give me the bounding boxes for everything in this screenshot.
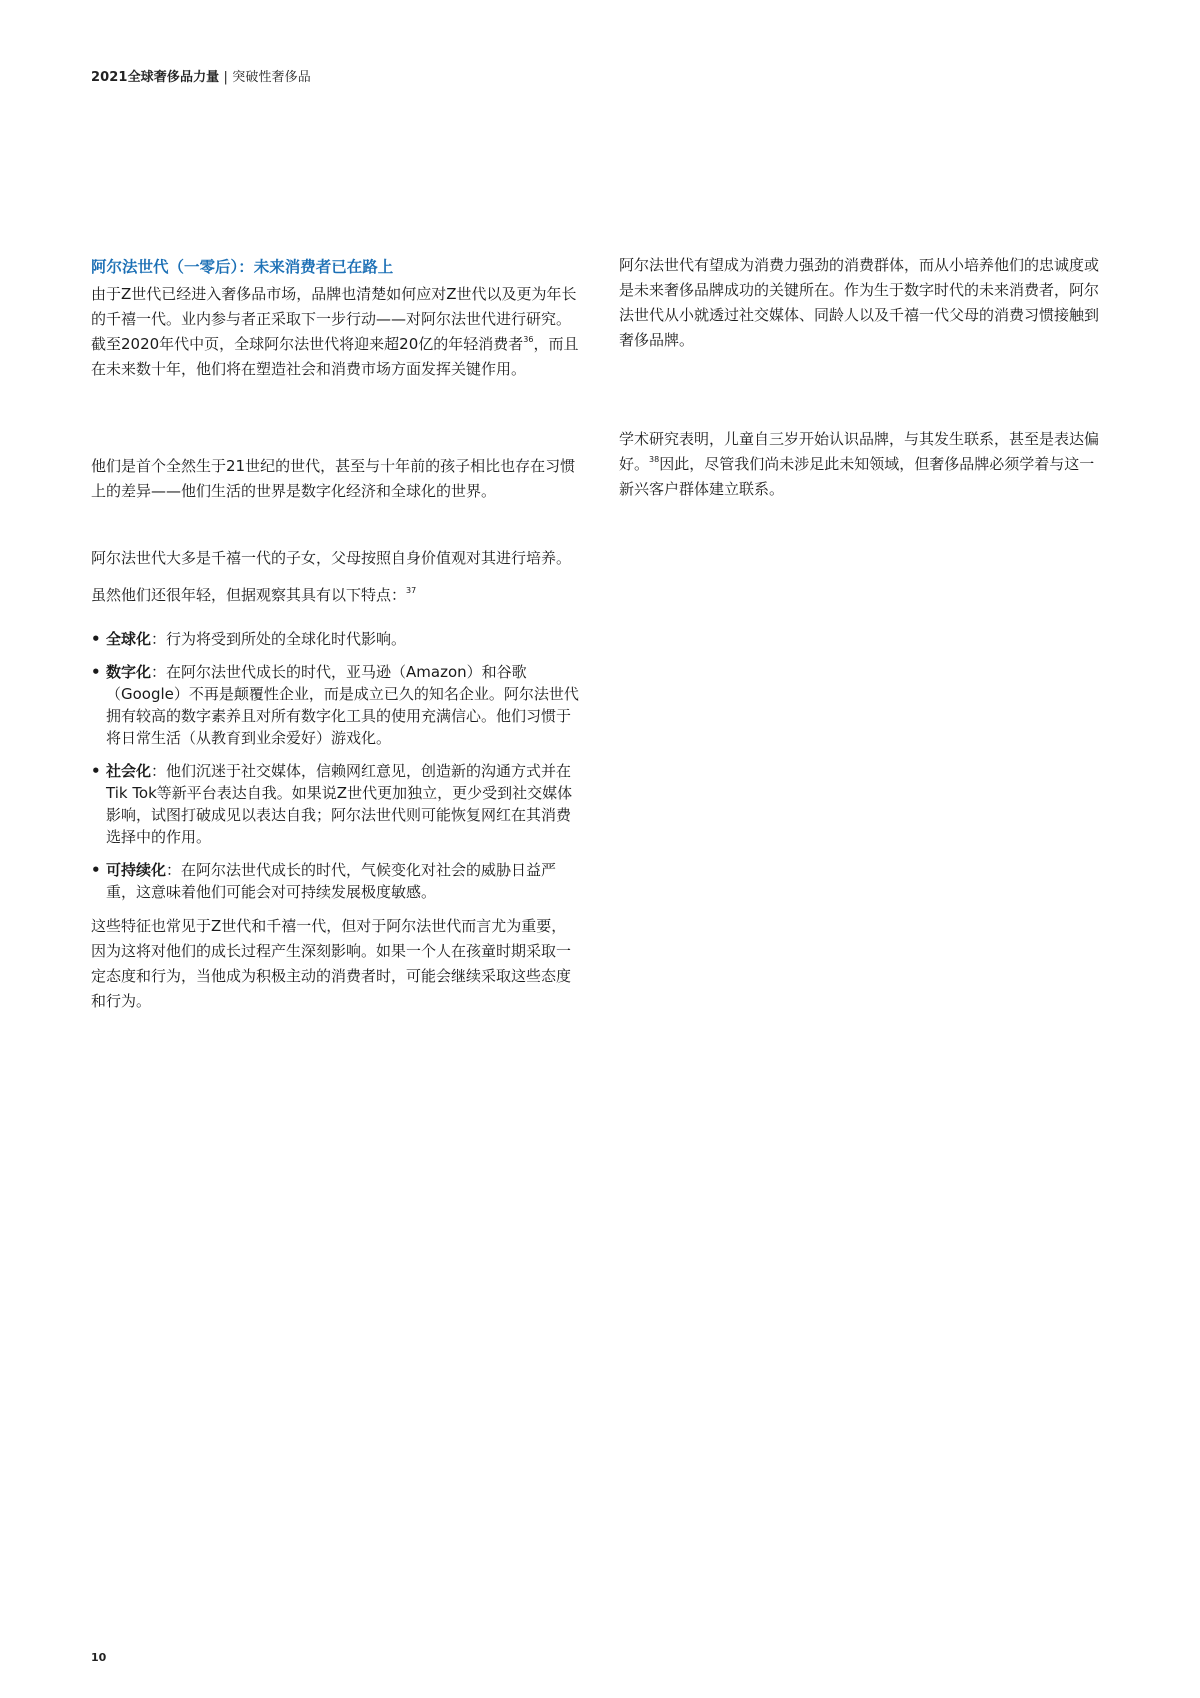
page-number: 10 [91,1651,107,1664]
feature-sep: ： [151,762,167,780]
paragraph-conclusion: 这些特征也常见于Z世代和千禧一代，但对于阿尔法世代而言尤为重要，因为这将对他们的成长过程产生深刻影响。如果一个人在孩童时期采取一定态度和行为，当他成为积极主动的消费者时，可能会继续采取这些态度和行为。 [91,917,572,1010]
feature-sep: ： [151,630,167,648]
footnote-ref-36: 36 [523,335,534,344]
feature-term: 可持续化 [106,861,167,879]
list-item [91,661,581,749]
feature-list [91,628,581,903]
list-item [91,760,581,848]
feature-term: 全球化 [106,630,152,648]
research-text-b: 因此，尽管我们尚未涉足此未知领域，但奢侈品牌必须学着与这一新兴客户群体建立联系。 [619,455,1095,498]
research-text-a: 学术研究表明，儿童自三岁开始认识品牌，与其发生联系，甚至是表达偏好。 [619,430,1100,473]
footnote-ref-37: 37 [406,586,417,595]
section-title: 突破性奢侈品 [232,70,311,85]
feature-term: 社会化 [106,762,152,780]
paragraph-millennial-parents: 阿尔法世代大多是千禧一代的子女，父母按照自身价值观对其进行培养。 [91,549,572,567]
intro-text-a: 由于Z世代已经进入奢侈品市场，品牌也清楚如何应对Z世代以及更为年长的千禧一代。业内参与者正采取下一步行动——对阿尔法世代进行研究。截至2020年代中页，全球阿尔法世代将迎来超20亿的年轻消费者 [91,285,577,353]
paragraph-academic-research [619,427,1109,502]
intro-paragraph [91,282,581,382]
feature-text: 行为将受到所处的全球化时代影响。 [166,630,407,648]
header-separator: | [219,70,233,85]
feature-sep: ： [151,663,167,681]
paragraph-21st-century: 他们是首个全然生于21世纪的世代，甚至与十年前的孩子相比也存在习惯上的差异——他们生活的世界是数字化经济和全球化的世界。 [91,457,576,500]
feature-term: 数字化 [106,663,152,681]
feature-sep: ： [166,861,182,879]
report-title: 2021全球奢侈品力量 [91,70,220,85]
feature-text: 在阿尔法世代成长的时代，亚马逊（Amazon）和谷歌（Google）不再是颠覆性企业，而是成立已久的知名企业。阿尔法世代拥有较高的数字素养且对所有数字化工具的使用充满信心。他们习惯于将日常生活（从教育到业余爱好）游戏化。 [106,663,579,747]
left-column [91,256,581,1014]
running-header [91,66,311,85]
feature-text: 在阿尔法世代成长的时代，气候变化对社会的威胁日益严重，这意味着他们可能会对可持续发展极度敏感。 [106,861,557,901]
intro-text-b: ，而且在未来数十年，他们将在塑造社会和消费市场方面发挥关键作用。 [91,335,579,378]
feature-text: 他们沉迷于社交媒体，信赖网红意见，创造新的沟通方式并在Tik Tok等新平台表达自我。如果说Z世代更加独立，更少受到社交媒体影响，试图打破成见以表达自我；阿尔法世代则可能恢复网红在其消费选择中的作用。 [106,762,573,846]
paragraph-characteristics-intro [91,583,581,608]
list-item [91,628,581,650]
section-heading: 阿尔法世代（一零后）：未来消费者已在路上 [91,258,394,276]
list-item [91,859,581,903]
characteristics-intro-text: 虽然他们还很年轻，但据观察其具有以下特点： [91,586,407,604]
footnote-ref-38: 38 [649,455,660,464]
paragraph-consumer-power: 阿尔法世代有望成为消费力强劲的消费群体，而从小培养他们的忠诚度或是未来奢侈品牌成功的关键所在。作为生于数字时代的未来消费者，阿尔法世代从小就透过社交媒体、同龄人以及千禧一代父母的消费习惯接触到奢侈品牌。 [619,256,1100,349]
right-column [619,253,1109,502]
